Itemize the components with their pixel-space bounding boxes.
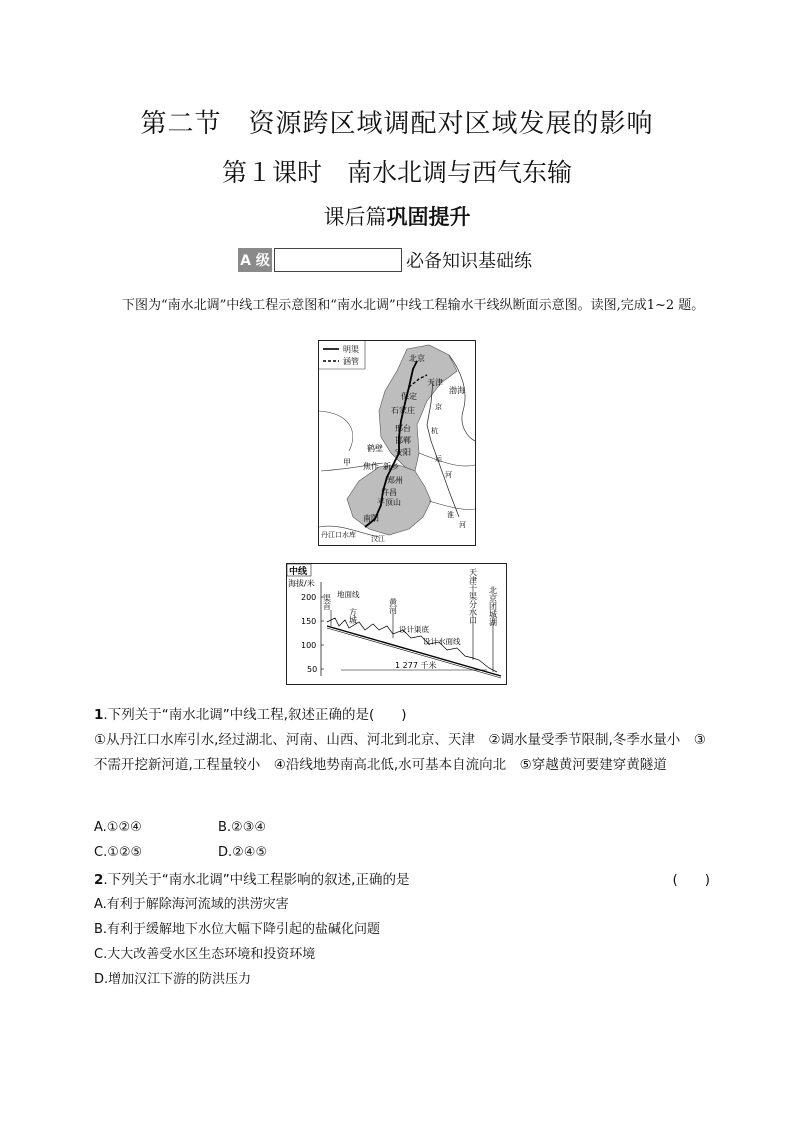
city-label: 南阳 [363, 514, 379, 523]
section-title: 第二节 资源跨区域调配对区域发展的影响 [140, 109, 654, 139]
city-label: 平顶山 [377, 498, 401, 507]
route-map [318, 340, 476, 546]
y-tick: 150 [301, 617, 317, 626]
sea-label: 渤海 [449, 386, 465, 395]
label-ground: 地面线 [337, 590, 360, 599]
q1-option-c[interactable]: C.①②⑤ [94, 845, 143, 860]
series-label: 中线 [289, 567, 308, 577]
route-map-svg [319, 341, 475, 545]
city-label: 北京 [409, 354, 425, 363]
question-1-statements: ①从丹江口水库引水,经过湖北、河南、山西、河北到北京、天津 ②调水量受季节限制,冬季水量小 ③不需开挖新河道,工程量较小 ④沿线地势南高北低,水可基本自流向北 ⑤穿越黄河要建穿黄隧道 [94, 732, 706, 773]
q1-option-d[interactable]: D.②④⑤ [218, 845, 268, 860]
q2-option-b[interactable]: B.有利于缓解地下水位大幅下降引起的盐碱化问题 [94, 922, 381, 937]
lesson-title: 第１课时 南水北调与西气东输 [221, 158, 572, 187]
city-label: 邯郸 [395, 436, 411, 445]
city-label: 鹤壁 [367, 444, 383, 453]
reservoir-label: 丹江口水库 [321, 531, 356, 539]
level-label: 必备知识基础练 [406, 251, 532, 272]
q1-option-b[interactable]: B.②③④ [218, 820, 267, 835]
river-label: 河 [459, 521, 466, 529]
legend-channel-label: 明渠 [343, 345, 359, 354]
city-label: 保定 [401, 392, 417, 401]
sub-title-prefix: 课后篇 [323, 205, 387, 229]
profile-svg [287, 564, 506, 684]
y-tick: 100 [301, 641, 317, 650]
label-design-bottom: 设计渠底 [399, 625, 429, 634]
q1-option-a[interactable]: A.①②④ [94, 820, 142, 835]
q2-option-d[interactable]: D.增加汉江下游的防洪压力 [94, 972, 252, 987]
question-1-stem-text: .下列关于“南水北调”中线工程,叙述正确的是( ) [103, 707, 407, 723]
question-2 [94, 868, 710, 888]
label-beijing: 北京团城湖 [488, 586, 498, 626]
city-label: 安阳 [395, 448, 411, 457]
canal-label: 杭 [431, 427, 438, 435]
canal-label: 河 [445, 471, 452, 479]
level-row [238, 246, 532, 274]
map-label: 甲 [343, 458, 351, 467]
y-tick: 50 [307, 665, 318, 674]
q2-option-a[interactable]: A.有利于解除海河流域的洪涝灾害 [94, 897, 289, 912]
label-huanghe: 黄河 [388, 598, 398, 614]
y-tick: 200 [301, 593, 317, 602]
label-fangcheng: 方城 [348, 608, 358, 624]
river-label: 淮 [447, 511, 454, 519]
question-1 [94, 703, 710, 778]
level-badge: A 级 [238, 248, 272, 272]
canal-label: 京 [435, 403, 442, 411]
canal-label: 运 [435, 455, 442, 463]
city-label: 邢台 [395, 424, 411, 433]
intro-text: 下图为“南水北调”中线工程示意图和“南水北调”中线工程输水干线纵断面示意图。读图,完成1~2 题。 [122, 298, 705, 313]
city-label: 天津 [427, 378, 443, 387]
city-label: 新乡 [383, 462, 399, 471]
city-label: 石家庄 [391, 406, 415, 415]
grand-canal-line [427, 381, 459, 517]
city-label: 许昌 [381, 488, 397, 497]
label-tianjin: 天津干渠分水口 [468, 568, 478, 624]
legend-culvert-label: 涵管 [343, 357, 359, 366]
q2-option-c[interactable]: C.大大改善受水区生态环境和投资环境 [94, 947, 316, 962]
label-design-water: 设计水面线 [423, 637, 461, 646]
question-2-stem: .下列关于“南水北调”中线工程影响的叙述,正确的是 [103, 872, 410, 888]
city-label: 郑州 [387, 476, 403, 485]
city-label: 焦作 [363, 462, 379, 471]
question-1-stem [94, 703, 710, 728]
sub-title [0, 201, 794, 231]
level-box [274, 248, 402, 272]
question-1-number: 1 [94, 707, 104, 723]
label-length: 1 277 千米 [395, 661, 437, 670]
label-qushou: 渠首 [322, 594, 332, 610]
question-2-number: 2 [94, 872, 104, 888]
profile-figure [286, 563, 507, 685]
design-water-line [327, 628, 501, 678]
sub-title-bold: 巩固提升 [386, 204, 471, 229]
y-axis-label: 海拔/米 [288, 579, 315, 588]
river-label: 汉江 [371, 535, 385, 543]
question-2-paren: ( ) [672, 872, 710, 888]
